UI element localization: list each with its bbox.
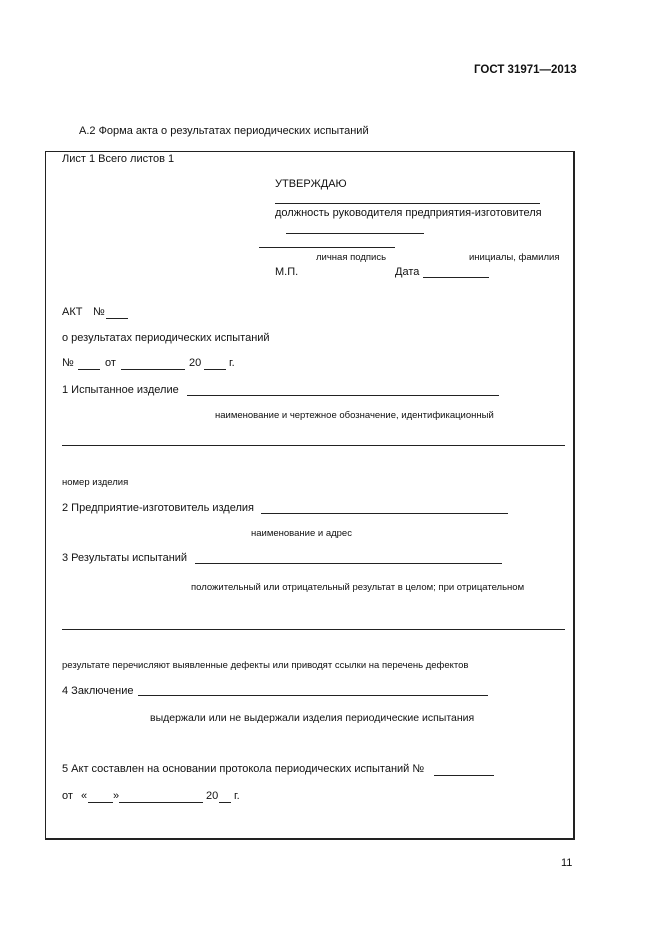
act-label: АКТ (62, 306, 83, 318)
initials-caption: инициалы, фамилия (469, 252, 560, 263)
quote-close: » (113, 790, 120, 802)
page-number: 11 (561, 857, 573, 869)
footer-from-label: от (62, 790, 73, 802)
item5-label: 5 Акт составлен на основании протокола периодических испытаний № (62, 763, 425, 775)
item1-caption-continued: номер изделия (62, 477, 129, 488)
approval-title: УТВЕРЖДАЮ (275, 178, 347, 190)
item3-line[interactable] (195, 563, 502, 564)
footer-year-prefix: 20 (206, 790, 219, 802)
year-suffix: г. (229, 357, 235, 369)
item3-caption: положительный или отрицательный результат в целом; при отрицательном (191, 582, 525, 593)
footer-year-suffix: г. (234, 790, 240, 802)
year-prefix: 20 (189, 357, 202, 369)
year-line[interactable] (204, 369, 226, 370)
position-caption: должность руководителя предприятия-изготовителя (275, 207, 542, 219)
footer-day-line[interactable] (88, 802, 113, 803)
footer-month-line[interactable] (119, 802, 203, 803)
signature-line[interactable] (259, 247, 395, 248)
number-line[interactable] (78, 369, 100, 370)
item1-line-continued[interactable] (62, 445, 565, 446)
item4-caption: выдержали или не выдержали изделия периодические испытания (150, 712, 475, 724)
item1-line[interactable] (187, 395, 499, 396)
item2-label: 2 Предприятие-изготовитель изделия (62, 502, 254, 514)
footer-year-line[interactable] (219, 802, 231, 803)
protocol-number-line[interactable] (434, 775, 494, 776)
item4-label: 4 Заключение (62, 685, 134, 697)
position-line[interactable] (275, 203, 540, 204)
section-title: А.2 Форма акта о результатах периодических испытаний (79, 125, 369, 137)
from-label: от (105, 357, 116, 369)
date-label: Дата (395, 266, 420, 278)
organization-line[interactable] (286, 233, 424, 234)
date-line[interactable] (423, 277, 489, 278)
act-subject: о результатах периодических испытаний (62, 332, 270, 344)
item3-caption-continued: результате перечисляют выявленные дефекты или приводят ссылки на перечень дефектов (62, 660, 469, 671)
item1-label: 1 Испытанное изделие (62, 384, 179, 396)
signature-caption: личная подпись (316, 252, 387, 263)
act-number-symbol: № (93, 306, 105, 318)
quote-open: « (81, 790, 88, 802)
act-number-line[interactable] (106, 318, 128, 319)
item2-line[interactable] (261, 513, 508, 514)
item3-line-continued[interactable] (62, 629, 565, 630)
item4-line[interactable] (138, 695, 488, 696)
sheet-info: Лист 1 Всего листов 1 (62, 153, 175, 165)
seal-label: М.П. (275, 266, 299, 278)
item2-caption: наименование и адрес (251, 528, 352, 539)
standard-code: ГОСТ 31971—2013 (474, 64, 577, 76)
number-label: № (62, 357, 74, 369)
item3-label: 3 Результаты испытаний (62, 552, 188, 564)
date-day-month-line[interactable] (121, 369, 185, 370)
item1-caption: наименование и чертежное обозначение, идентификационный (215, 410, 494, 421)
